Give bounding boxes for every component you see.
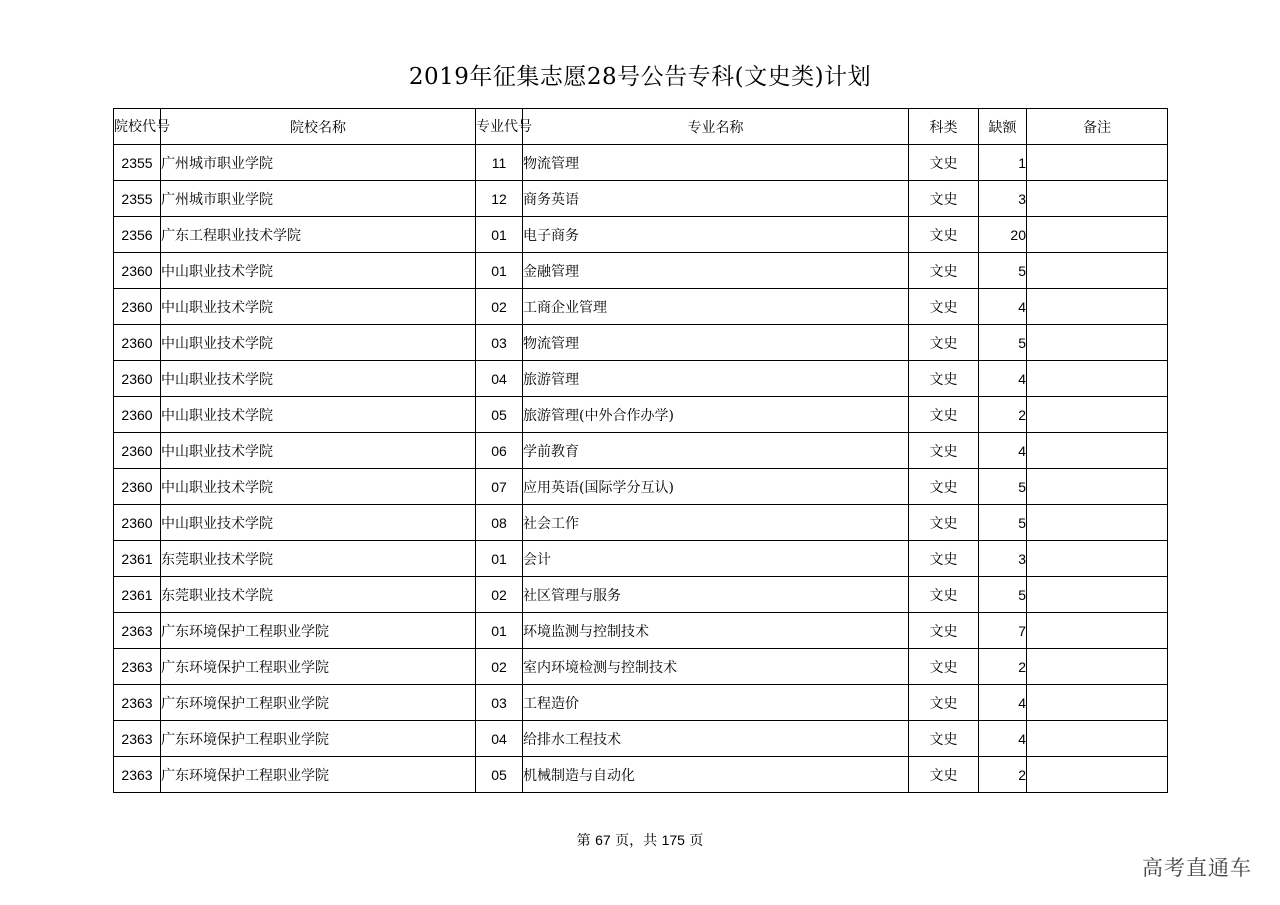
cell-major-code: 01 (476, 541, 523, 577)
cell-subject: 文史 (909, 649, 979, 685)
cell-major-code: 04 (476, 361, 523, 397)
cell-school-name: 中山职业技术学院 (161, 361, 476, 397)
cell-school-code: 2360 (114, 361, 161, 397)
cell-remark (1027, 505, 1168, 541)
cell-remark (1027, 721, 1168, 757)
footer-suffix: 页 (689, 833, 704, 849)
cell-school-name: 中山职业技术学院 (161, 289, 476, 325)
cell-remark (1027, 757, 1168, 793)
cell-major-code: 05 (476, 397, 523, 433)
cell-school-code: 2360 (114, 289, 161, 325)
cell-school-name: 中山职业技术学院 (161, 397, 476, 433)
footer-middle: 页，共 (615, 833, 658, 849)
cell-major-code: 02 (476, 649, 523, 685)
cell-remark (1027, 325, 1168, 361)
header-remark: 备注 (1027, 109, 1168, 145)
cell-remark (1027, 469, 1168, 505)
cell-school-code: 2356 (114, 217, 161, 253)
cell-major-code: 03 (476, 685, 523, 721)
cell-school-code: 2355 (114, 181, 161, 217)
cell-quota: 4 (979, 721, 1027, 757)
cell-school-code: 2363 (114, 685, 161, 721)
cell-remark (1027, 217, 1168, 253)
header-school-name: 院校名称 (161, 109, 476, 145)
cell-school-code: 2355 (114, 145, 161, 181)
cell-major-code: 02 (476, 289, 523, 325)
cell-quota: 3 (979, 541, 1027, 577)
table-row (114, 469, 1168, 505)
header-major-name: 专业名称 (523, 109, 909, 145)
cell-subject: 文史 (909, 397, 979, 433)
cell-major-code: 01 (476, 217, 523, 253)
cell-school-code: 2361 (114, 577, 161, 613)
cell-school-code: 2361 (114, 541, 161, 577)
watermark-text: 高考直通车 (1142, 856, 1252, 880)
cell-school-name: 东莞职业技术学院 (161, 541, 476, 577)
cell-major-code: 06 (476, 433, 523, 469)
cell-school-name: 中山职业技术学院 (161, 253, 476, 289)
table-row (114, 541, 1168, 577)
cell-subject: 文史 (909, 361, 979, 397)
cell-school-name: 广东环境保护工程职业学院 (161, 757, 476, 793)
header-subject: 科类 (909, 109, 979, 145)
cell-major-code: 04 (476, 721, 523, 757)
cell-remark (1027, 685, 1168, 721)
cell-subject: 文史 (909, 577, 979, 613)
table-row (114, 685, 1168, 721)
table-row (114, 757, 1168, 793)
cell-subject: 文史 (909, 325, 979, 361)
cell-remark (1027, 145, 1168, 181)
cell-subject: 文史 (909, 181, 979, 217)
cell-school-name: 中山职业技术学院 (161, 433, 476, 469)
cell-major-name: 物流管理 (523, 325, 909, 361)
cell-remark (1027, 361, 1168, 397)
cell-quota: 5 (979, 577, 1027, 613)
cell-school-name: 中山职业技术学院 (161, 469, 476, 505)
table-body (114, 145, 1168, 793)
cell-subject: 文史 (909, 685, 979, 721)
cell-quota: 5 (979, 325, 1027, 361)
cell-major-name: 会计 (523, 541, 909, 577)
cell-subject: 文史 (909, 757, 979, 793)
cell-quota: 2 (979, 757, 1027, 793)
cell-school-code: 2360 (114, 325, 161, 361)
cell-remark (1027, 289, 1168, 325)
cell-school-name: 广东环境保护工程职业学院 (161, 613, 476, 649)
cell-school-code: 2360 (114, 397, 161, 433)
cell-subject: 文史 (909, 721, 979, 757)
cell-subject: 文史 (909, 541, 979, 577)
cell-quota: 4 (979, 685, 1027, 721)
cell-major-name: 商务英语 (523, 181, 909, 217)
table-row (114, 253, 1168, 289)
table-row (114, 613, 1168, 649)
cell-major-name: 环境监测与控制技术 (523, 613, 909, 649)
cell-school-code: 2360 (114, 469, 161, 505)
cell-school-name: 广东环境保护工程职业学院 (161, 649, 476, 685)
table-row (114, 505, 1168, 541)
cell-remark (1027, 433, 1168, 469)
cell-major-code: 08 (476, 505, 523, 541)
cell-major-name: 电子商务 (523, 217, 909, 253)
cell-quota: 7 (979, 613, 1027, 649)
cell-school-name: 广州城市职业学院 (161, 145, 476, 181)
cell-quota: 3 (979, 181, 1027, 217)
cell-school-code: 2363 (114, 613, 161, 649)
plan-table (113, 108, 1168, 793)
cell-remark (1027, 577, 1168, 613)
cell-major-name: 社区管理与服务 (523, 577, 909, 613)
cell-major-name: 旅游管理(中外合作办学) (523, 397, 909, 433)
table-row (114, 397, 1168, 433)
header-school-code: 院校代号 (114, 109, 161, 145)
footer-total-pages: 175 (661, 832, 685, 848)
table-header-row (114, 109, 1168, 145)
cell-school-name: 广东环境保护工程职业学院 (161, 685, 476, 721)
cell-subject: 文史 (909, 145, 979, 181)
cell-major-name: 工程造价 (523, 685, 909, 721)
cell-subject: 文史 (909, 253, 979, 289)
cell-subject: 文史 (909, 217, 979, 253)
cell-remark (1027, 541, 1168, 577)
cell-quota: 5 (979, 469, 1027, 505)
cell-school-name: 广州城市职业学院 (161, 181, 476, 217)
footer-prefix: 第 (576, 833, 591, 849)
cell-quota: 20 (979, 217, 1027, 253)
cell-major-code: 02 (476, 577, 523, 613)
cell-remark (1027, 613, 1168, 649)
cell-school-name: 东莞职业技术学院 (161, 577, 476, 613)
cell-subject: 文史 (909, 289, 979, 325)
cell-school-code: 2363 (114, 649, 161, 685)
cell-school-code: 2363 (114, 757, 161, 793)
cell-major-name: 给排水工程技术 (523, 721, 909, 757)
cell-subject: 文史 (909, 505, 979, 541)
table-row (114, 649, 1168, 685)
table-row (114, 145, 1168, 181)
page-footer (0, 830, 1280, 850)
cell-major-code: 07 (476, 469, 523, 505)
cell-major-code: 05 (476, 757, 523, 793)
cell-school-name: 广东环境保护工程职业学院 (161, 721, 476, 757)
table-row (114, 325, 1168, 361)
cell-school-code: 2360 (114, 433, 161, 469)
cell-school-code: 2360 (114, 505, 161, 541)
cell-school-code: 2363 (114, 721, 161, 757)
table-row (114, 181, 1168, 217)
cell-major-code: 01 (476, 613, 523, 649)
cell-major-name: 金融管理 (523, 253, 909, 289)
table-row (114, 289, 1168, 325)
cell-remark (1027, 253, 1168, 289)
cell-major-name: 学前教育 (523, 433, 909, 469)
cell-quota: 4 (979, 433, 1027, 469)
cell-quota: 1 (979, 145, 1027, 181)
cell-school-name: 中山职业技术学院 (161, 325, 476, 361)
cell-subject: 文史 (909, 613, 979, 649)
cell-major-code: 11 (476, 145, 523, 181)
table-row (114, 217, 1168, 253)
table-row (114, 433, 1168, 469)
cell-quota: 2 (979, 649, 1027, 685)
cell-quota: 4 (979, 361, 1027, 397)
cell-school-name: 中山职业技术学院 (161, 505, 476, 541)
page-title: 2019年征集志愿28号公告专科(文史类)计划 (408, 64, 872, 90)
header-quota: 缺额 (979, 109, 1027, 145)
table-row (114, 721, 1168, 757)
cell-major-code: 01 (476, 253, 523, 289)
cell-major-name: 旅游管理 (523, 361, 909, 397)
cell-major-name: 工商企业管理 (523, 289, 909, 325)
cell-school-code: 2360 (114, 253, 161, 289)
cell-major-name: 社会工作 (523, 505, 909, 541)
cell-remark (1027, 181, 1168, 217)
cell-major-name: 室内环境检测与控制技术 (523, 649, 909, 685)
cell-major-name: 应用英语(国际学分互认) (523, 469, 909, 505)
cell-subject: 文史 (909, 433, 979, 469)
cell-major-name: 机械制造与自动化 (523, 757, 909, 793)
cell-quota: 4 (979, 289, 1027, 325)
cell-quota: 5 (979, 505, 1027, 541)
cell-remark (1027, 397, 1168, 433)
cell-major-name: 物流管理 (523, 145, 909, 181)
table-row (114, 577, 1168, 613)
cell-quota: 2 (979, 397, 1027, 433)
header-major-code: 专业代号 (476, 109, 523, 145)
cell-remark (1027, 649, 1168, 685)
footer-current-page: 67 (595, 832, 611, 848)
cell-school-name: 广东工程职业技术学院 (161, 217, 476, 253)
cell-major-code: 03 (476, 325, 523, 361)
cell-quota: 5 (979, 253, 1027, 289)
table-row (114, 361, 1168, 397)
cell-subject: 文史 (909, 469, 979, 505)
cell-major-code: 12 (476, 181, 523, 217)
